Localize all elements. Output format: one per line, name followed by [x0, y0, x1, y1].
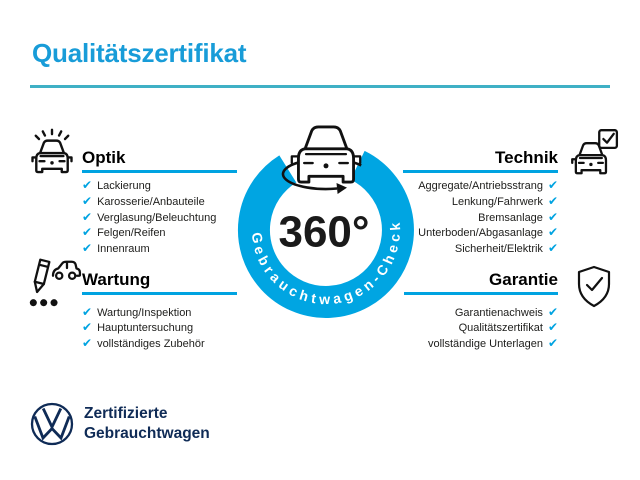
checklist-item-label: Innenraum [97, 243, 150, 256]
checklist-item-label: Karosserie/Anbauteile [97, 195, 205, 208]
car-rotate-icon [283, 127, 361, 194]
checklist-item [82, 241, 216, 257]
check-icon: ✔ [547, 178, 558, 192]
check-icon: ✔ [82, 193, 93, 208]
checklist-item-label: Verglasung/Beleuchtung [97, 211, 217, 224]
car-checkbox-icon [566, 128, 620, 176]
check-icon: ✔ [82, 320, 93, 335]
check-icon: ✔ [547, 305, 558, 319]
checklist-item-label: Wartung/Inspektion [97, 307, 192, 319]
check-icon: ✔ [547, 241, 558, 256]
shield-check-icon [571, 263, 617, 311]
checklist-item [418, 194, 558, 210]
check-icon: ✔ [547, 320, 558, 335]
check-icon: ✔ [547, 209, 558, 224]
optik-checklist [82, 178, 216, 257]
check-icon: ✔ [547, 225, 558, 240]
wartung-checklist [82, 305, 205, 351]
checklist-item [428, 305, 558, 320]
checklist-item-label: Hauptuntersuchung [97, 322, 194, 335]
wartung-underline [82, 292, 237, 295]
checklist-item [82, 305, 205, 320]
checklist-item [418, 178, 558, 194]
checklist-item-label: Qualitätszertifikat [458, 322, 543, 335]
degree-label: 360° [278, 207, 370, 257]
checklist-item-label: Bremsanlage [478, 211, 543, 224]
checklist-item-label: vollständige Unterlagen [427, 337, 543, 350]
checklist-item [82, 194, 216, 210]
checklist-item [82, 178, 216, 194]
brand-label [84, 404, 210, 443]
garantie-checklist [428, 305, 558, 351]
pen-car-icon [24, 257, 82, 309]
technik-checklist [418, 178, 558, 257]
ring-label: Gebrauchtwagen-Check [248, 218, 404, 308]
360-check-badge [231, 118, 423, 330]
check-icon: ✔ [82, 335, 93, 350]
brand-line-1: Zertifizierte [84, 405, 168, 422]
checklist-item-label: Unterboden/Abgasanlage [418, 227, 543, 240]
checklist-item-label: Aggregate/Antriebsstrang [418, 180, 543, 192]
checklist-item [418, 241, 558, 257]
check-icon: ✔ [82, 305, 93, 319]
checklist-item [82, 320, 205, 335]
checklist-item [428, 320, 558, 335]
checklist-item [82, 336, 205, 351]
car-shine-icon [26, 128, 78, 176]
checklist-item [418, 225, 558, 241]
technik-underline [403, 170, 558, 173]
section-title-wartung: Wartung [82, 270, 151, 289]
checklist-item-label: Lackierung [97, 180, 151, 192]
check-icon: ✔ [82, 209, 93, 224]
check-icon: ✔ [547, 193, 558, 208]
checklist-item-label: Felgen/Reifen [97, 227, 166, 240]
section-title-optik: Optik [82, 148, 126, 167]
check-icon: ✔ [82, 241, 93, 256]
checklist-item-label: vollständiges Zubehör [97, 337, 205, 350]
page-title: Qualitätszertifikat [32, 38, 247, 68]
garantie-underline [404, 292, 558, 295]
checklist-item-label: Sicherheit/Elektrik [454, 243, 543, 256]
check-icon: ✔ [547, 335, 558, 350]
checklist-item [82, 210, 216, 226]
checklist-item [82, 225, 216, 241]
vw-logo [30, 402, 74, 446]
section-title-garantie: Garantie [489, 270, 558, 289]
check-icon: ✔ [82, 225, 93, 240]
checklist-item-label: Garantienachweis [454, 307, 543, 319]
check-icon: ✔ [82, 178, 93, 192]
brand-line-2: Gebrauchtwagen [84, 424, 210, 442]
checklist-item [418, 210, 558, 226]
optik-underline [82, 170, 237, 173]
rotate-arrowhead [337, 183, 348, 194]
header-divider [30, 85, 610, 88]
checklist-item-label: Lenkung/Fahrwerk [451, 195, 543, 208]
checklist-item [428, 336, 558, 351]
section-title-technik: Technik [495, 148, 558, 167]
